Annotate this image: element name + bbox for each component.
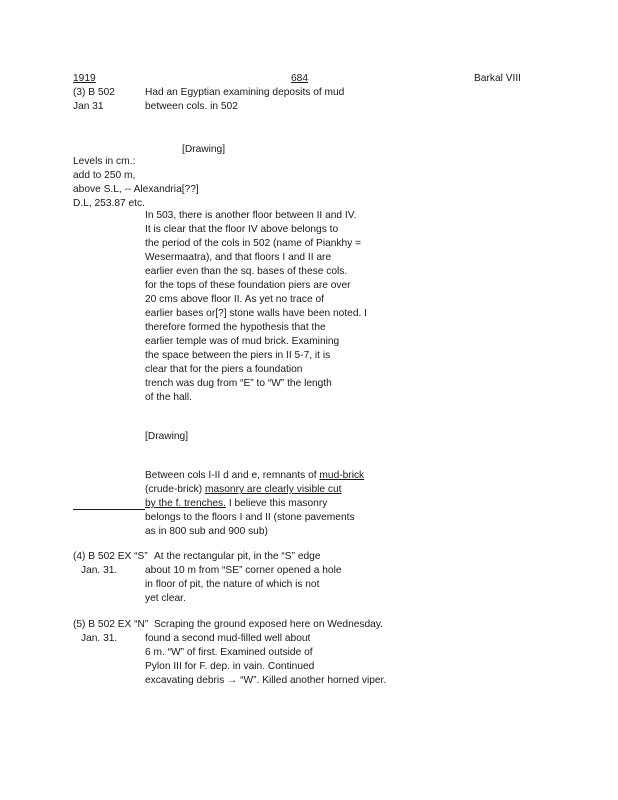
paragraph-line: for the tops of these foundation piers are over	[145, 280, 351, 291]
entry5-label: (5) B 502 EX “N”	[73, 619, 149, 630]
levels-line: D.L, 253.87 etc.	[73, 198, 145, 209]
header-page-number: 684	[291, 73, 308, 84]
entry5-line: found a second mud-filled well about	[145, 633, 311, 644]
paragraph-line: 20 cms above floor II. As yet no trace of	[145, 294, 324, 305]
entry5-line: Pylon III for F. dep. in vain. Continued	[145, 661, 315, 672]
levels-line: above S.L, -- Alexandria[??]	[73, 184, 199, 195]
paragraph-line: the period of the cols in 502 (name of Piankhy =	[145, 238, 362, 249]
text-span: I believe this masonry	[225, 498, 328, 509]
paragraph-line: It is clear that the floor IV above belongs to	[145, 224, 339, 235]
paragraph2-line	[145, 483, 341, 497]
entry5-line: excavating debris → “W”. Killed another horned viper.	[145, 675, 387, 686]
entry3-text-line: Had an Egyptian examining deposits of mud	[145, 87, 345, 98]
paragraph-line: the space between the piers in II 5-7, it is	[145, 350, 331, 361]
margin-rule	[73, 509, 145, 510]
underlined-text: by the f. trenches.	[145, 498, 226, 509]
entry3-date: Jan 31	[73, 101, 104, 112]
underlined-text: masonry are clearly visible cut	[205, 484, 342, 495]
paragraph-line: of the hall.	[145, 392, 193, 403]
entry4-first-line: At the rectangular pit, in the “S” edge	[154, 551, 321, 562]
entry5-date: Jan. 31.	[81, 633, 118, 644]
paragraph2-line: belongs to the floors I and II (stone pavements	[145, 512, 355, 523]
levels-line: add to 250 m,	[73, 170, 136, 181]
paragraph2-line: as in 800 sub and 900 sub)	[145, 526, 268, 537]
paragraph2-line	[145, 469, 364, 483]
paragraph-line: therefore formed the hypothesis that the	[145, 322, 326, 333]
entry4-label: (4) B 502 EX “S”	[73, 551, 148, 562]
entry5-line: 6 m. “W” of first. Examined outside of	[145, 647, 313, 658]
paragraph-line: Wesermaatra), and that floors I and II are	[145, 252, 332, 263]
entry4-date: Jan. 31.	[81, 565, 118, 576]
drawing-placeholder: [Drawing]	[182, 144, 226, 155]
header-year: 1919	[73, 73, 96, 84]
paragraph2-line	[145, 497, 327, 511]
paragraph-line: earlier even than the sq. bases of these cols.	[145, 266, 348, 277]
drawing-placeholder: [Drawing]	[145, 431, 189, 442]
text-span: (crude-brick)	[145, 484, 206, 495]
entry4-line: yet clear.	[145, 593, 186, 604]
entry3-text-line: between cols. in 502	[145, 101, 238, 112]
entry4-line: in floor of pit, the nature of which is not	[145, 579, 320, 590]
text-span: Between cols I-II d and e, remnants of	[145, 470, 320, 481]
paragraph-line: earlier bases or[?] stone walls have been noted. I	[145, 308, 367, 319]
entry5-first-line: Scraping the ground exposed here on Wednesday.	[154, 619, 383, 630]
paragraph-line: In 503, there is another floor between II and IV.	[145, 210, 357, 221]
header-reference: Barkal VIII	[474, 73, 521, 84]
paragraph-line: trench was dug from “E” to “W” the length	[145, 378, 332, 389]
entry4-line: about 10 m from “SE” corner opened a hole	[145, 565, 342, 576]
underlined-text: mud-brick	[319, 470, 365, 481]
entry3-label: (3) B 502	[73, 87, 115, 98]
levels-line: Levels in cm.:	[73, 156, 136, 167]
paragraph-line: clear that for the piers a foundation	[145, 364, 303, 375]
paragraph-line: earlier temple was of mud brick. Examining	[145, 336, 340, 347]
